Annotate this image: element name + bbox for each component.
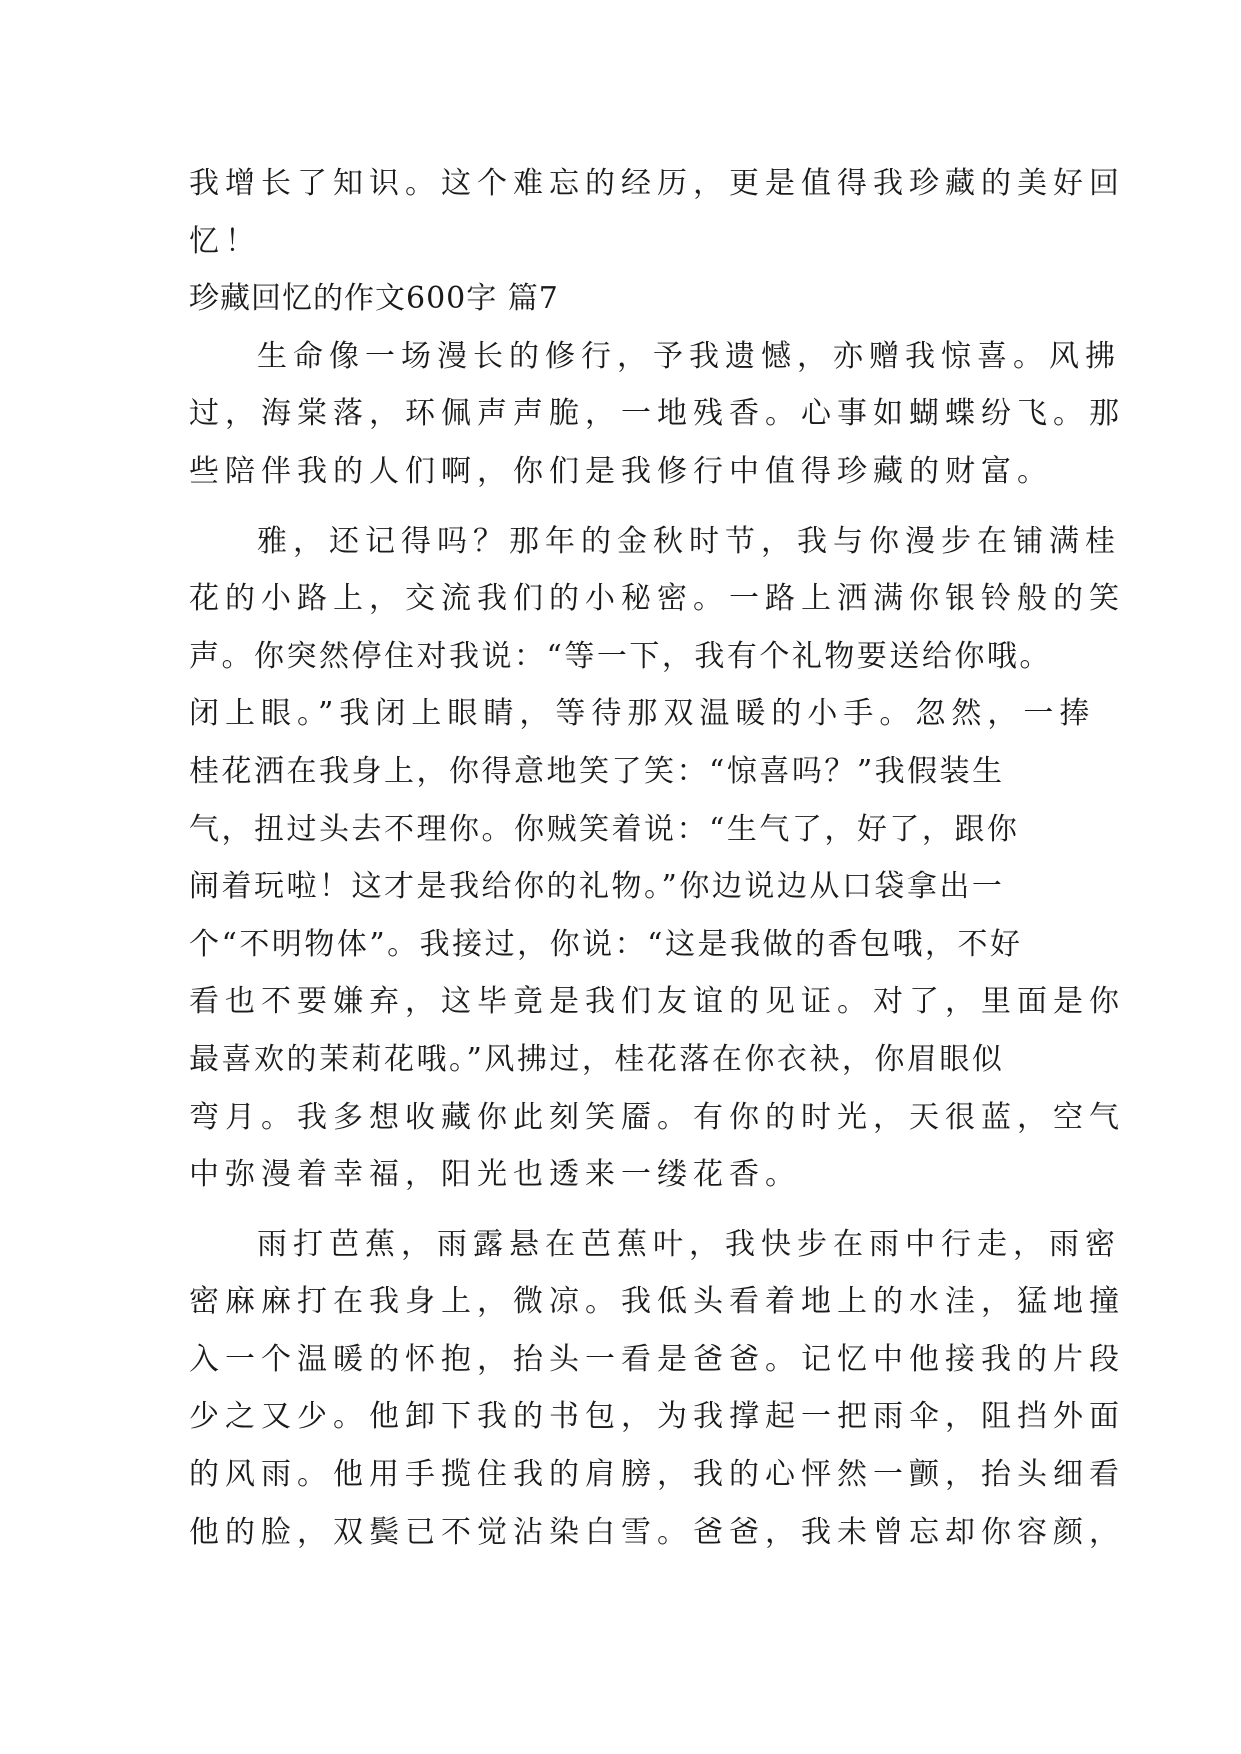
text-line: 看也不要嫌弃，这毕竟是我们友谊的见证。对了，里面是你 (189, 984, 1125, 1020)
text-line: 雨打芭蕉，雨露悬在芭蕉叶，我快步在雨中行走，雨密 (257, 1226, 1121, 1262)
text-line: 我增长了知识。这个难忘的经历，更是值得我珍藏的美好回 (189, 166, 1125, 201)
text-line: 闭上眼。”我闭上眼睛，等待那双温暖的小手。忽然，一捧 (189, 696, 1096, 732)
text-line: 中弥漫着幸福，阳光也透来一缕花香。 (189, 1157, 801, 1193)
text-line: 声。你突然停住对我说：“等一下，我有个礼物要送给你哦。 (189, 638, 1052, 674)
text-line: 密麻麻打在我身上，微凉。我低头看着地上的水洼，猛地撞 (189, 1284, 1125, 1320)
text-line: 花的小路上，交流我们的小秘密。一路上洒满你银铃般的笑 (189, 581, 1125, 617)
text-line: 入一个温暖的怀抱，抬头一看是爸爸。记忆中他接我的片段 (189, 1341, 1125, 1377)
text-line: 闹着玩啦！这才是我给你的礼物。”你边说边从口袋拿出一 (189, 869, 1005, 905)
text-line: 雅，还记得吗？那年的金秋时节，我与你漫步在铺满桂 (257, 523, 1121, 559)
text-line: 桂花洒在我身上，你得意地笑了笑：“惊喜吗？”我假装生 (189, 753, 1005, 789)
paragraph-1 (189, 328, 1125, 501)
text-line: 的风雨。他用手揽住我的肩膀，我的心怦然一颤，抬头细看 (189, 1457, 1125, 1493)
text-line: 弯月。我多想收藏你此刻笑靥。有你的时光，天很蓝，空气 (189, 1099, 1125, 1135)
text-line: 少之又少。他卸下我的书包，为我撑起一把雨伞，阻挡外面 (189, 1399, 1125, 1435)
intro-paragraph (189, 155, 1125, 270)
text-line: 些陪伴我的人们啊，你们是我修行中值得珍藏的财富。 (189, 453, 1053, 489)
text-line: 气，扭过头去不理你。你贼笑着说：“生气了，好了，跟你 (189, 811, 1020, 847)
text-line: 忆！ (189, 223, 261, 259)
paragraph-2 (189, 513, 1125, 1204)
text-line: 生命像一场漫长的修行，予我遗憾，亦赠我惊喜。风拂 (257, 338, 1121, 374)
paragraph-3 (189, 1216, 1125, 1562)
text-line: 个“不明物体”。我接过，你说：“这是我做的香包哦，不好 (189, 926, 1023, 962)
text-line: 最喜欢的茉莉花哦。”风拂过，桂花落在你衣袂，你眉眼似 (189, 1041, 1005, 1077)
text-line: 过，海棠落，环佩声声脆，一地残香。心事如蝴蝶纷飞。那 (189, 396, 1125, 432)
document-body (189, 155, 1125, 1561)
section-heading: 珍藏回忆的作文600字 篇7 (189, 281, 559, 317)
text-line: 他的脸，双鬓已不觉沾染白雪。爸爸，我未曾忘却你容颜， (189, 1514, 1125, 1550)
